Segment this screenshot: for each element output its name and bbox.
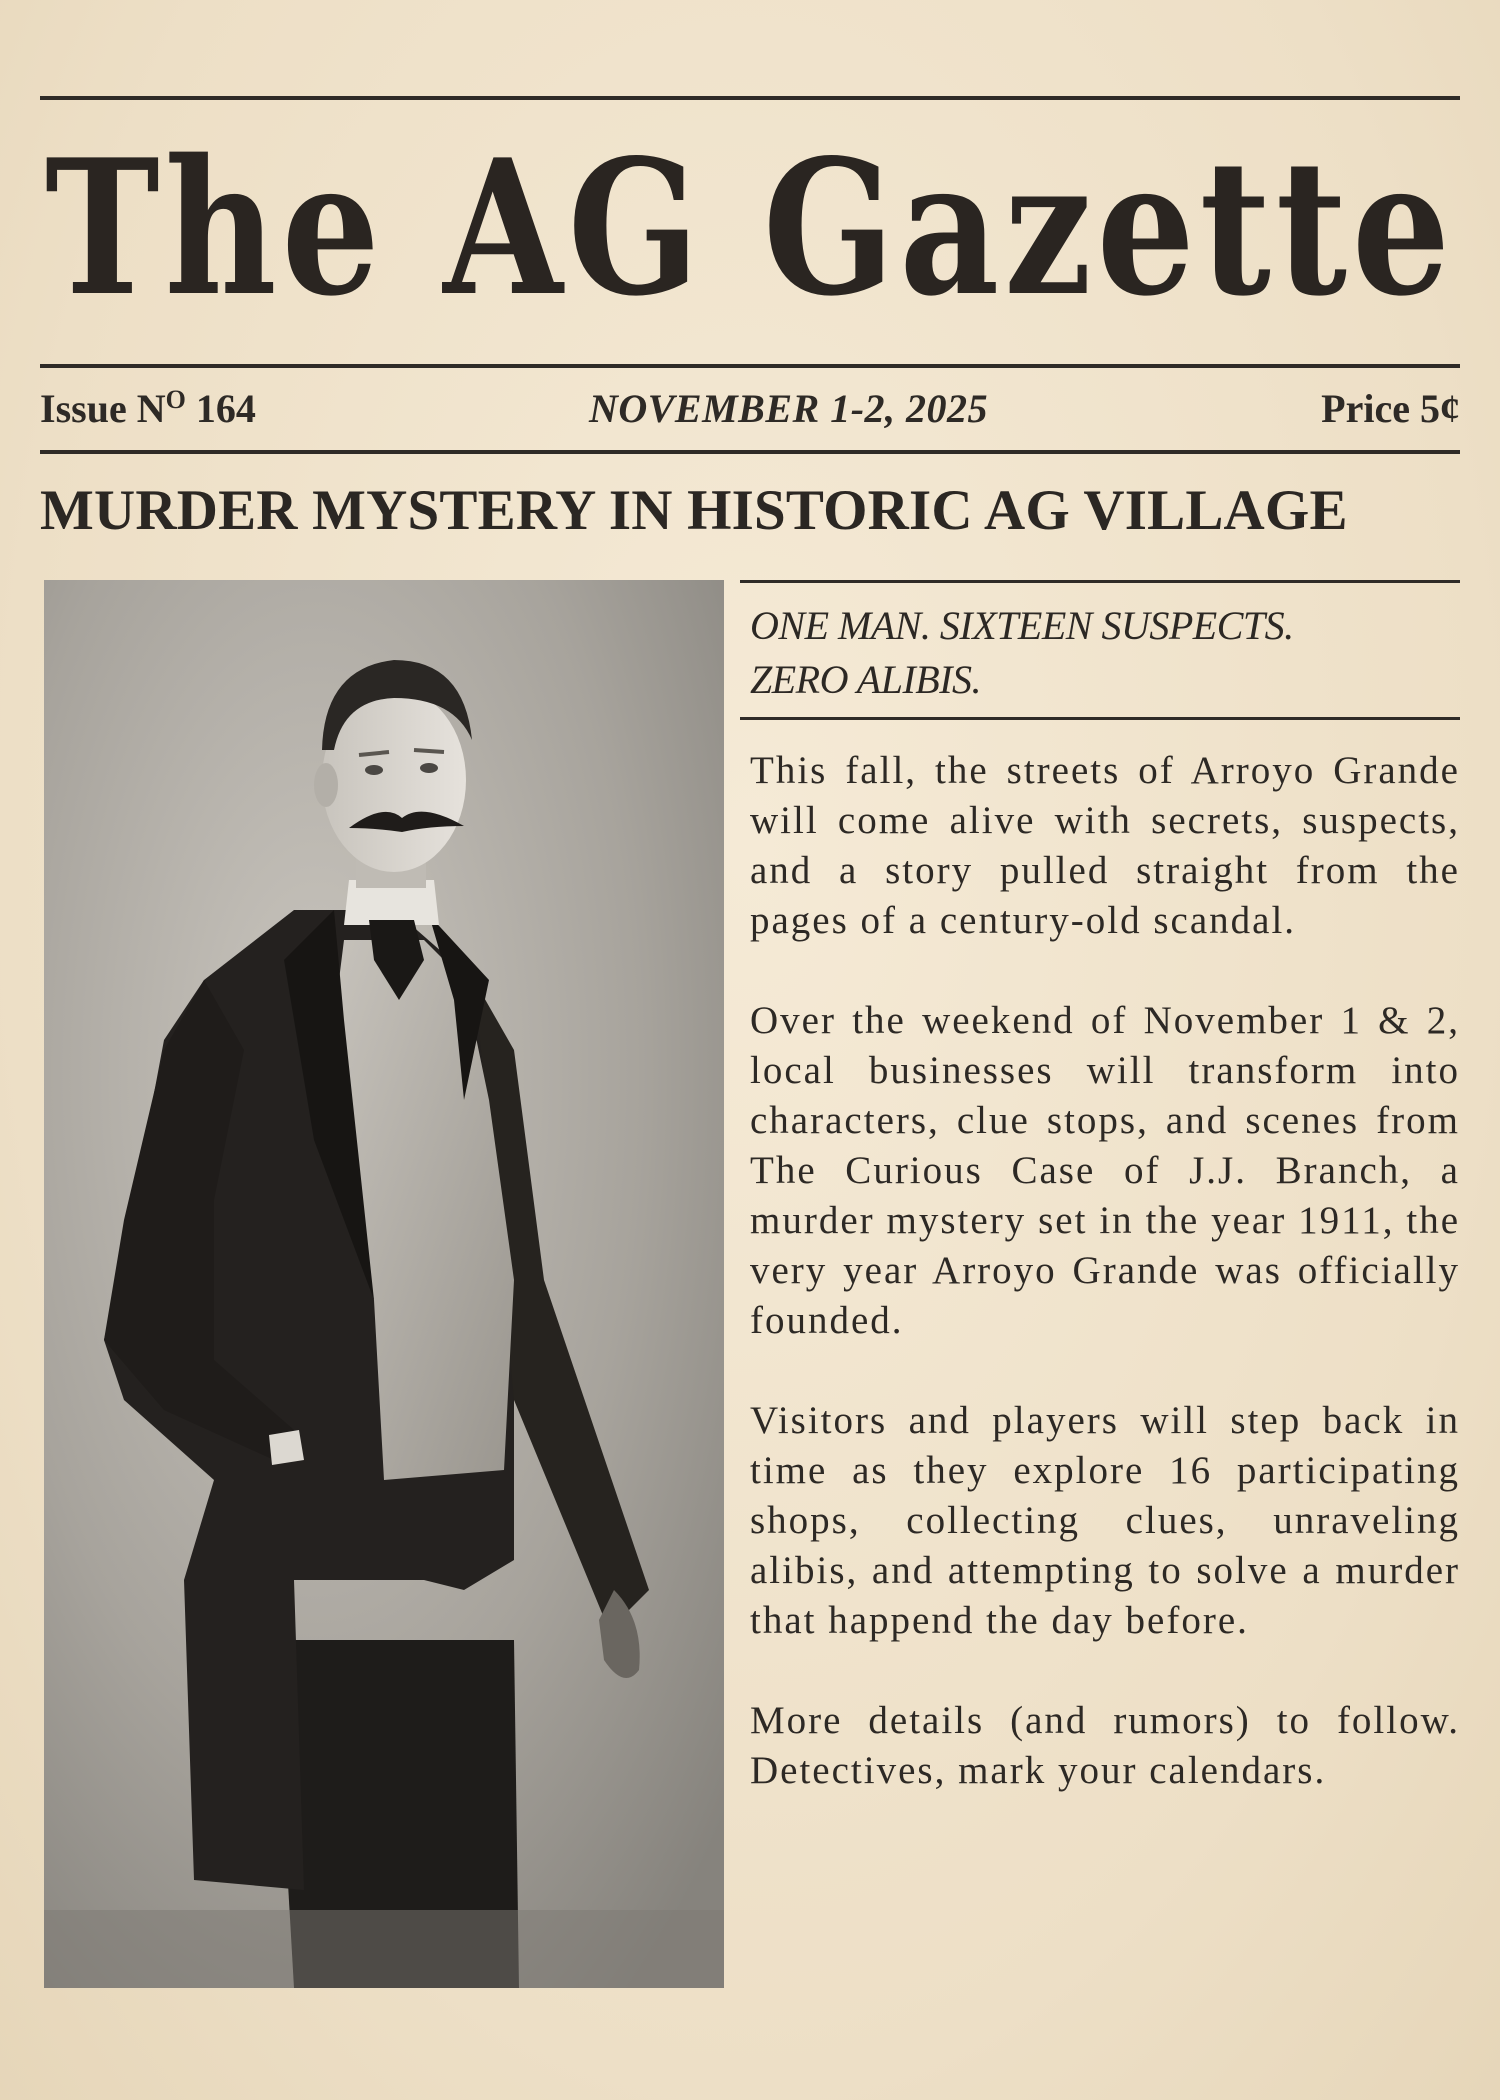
article-body bbox=[740, 720, 1460, 1796]
article-paragraph: More details (and rumors) to follow. Detectives, mark your calendars. bbox=[750, 1699, 1460, 1792]
article-paragraph: Over the weekend of November 1 & 2, local businesses will transform into characters, clue stops, and scenes from The Curious Case of J.J. Branch, a murder mystery set in the year 1911, the very year Arroyo Grande was officially founded. bbox=[750, 999, 1460, 1342]
article-paragraph: This fall, the streets of Arroyo Grande will come alive with secrets, suspects, and a story pulled straight from the pages of a century-old scandal. bbox=[750, 749, 1460, 942]
article-paragraph: Visitors and players will step back in time as they explore 16 participating shops, collecting clues, unraveling alibis, and attempting to solve a murder that happend the day before. bbox=[750, 1399, 1460, 1642]
masthead-bottom-rule bbox=[40, 364, 1460, 368]
issue-price: Price 5¢ bbox=[1321, 385, 1460, 431]
masthead bbox=[40, 118, 1460, 348]
issue-number: Issue $N^O$ 164 bbox=[40, 384, 256, 431]
article-column bbox=[740, 580, 1460, 1846]
top-rule bbox=[40, 96, 1460, 100]
issue-date: NOVEMBER 1-2, 2025 bbox=[588, 385, 989, 431]
info-bar-bottom-rule bbox=[40, 450, 1460, 454]
subhead-line-2: ZERO ALIBIS. bbox=[750, 657, 982, 702]
portrait-photo bbox=[44, 580, 724, 1988]
headline: MURDER MYSTERY IN HISTORIC AG VILLAGE bbox=[40, 479, 1348, 542]
subheadline bbox=[740, 583, 1460, 717]
masthead-title: The AG Gazette bbox=[45, 118, 1455, 337]
subhead-line-1: ONE MAN. SIXTEEN SUSPECTS. bbox=[750, 603, 1294, 648]
issue-info-bar bbox=[40, 378, 1460, 438]
newspaper-page bbox=[40, 0, 1460, 2100]
